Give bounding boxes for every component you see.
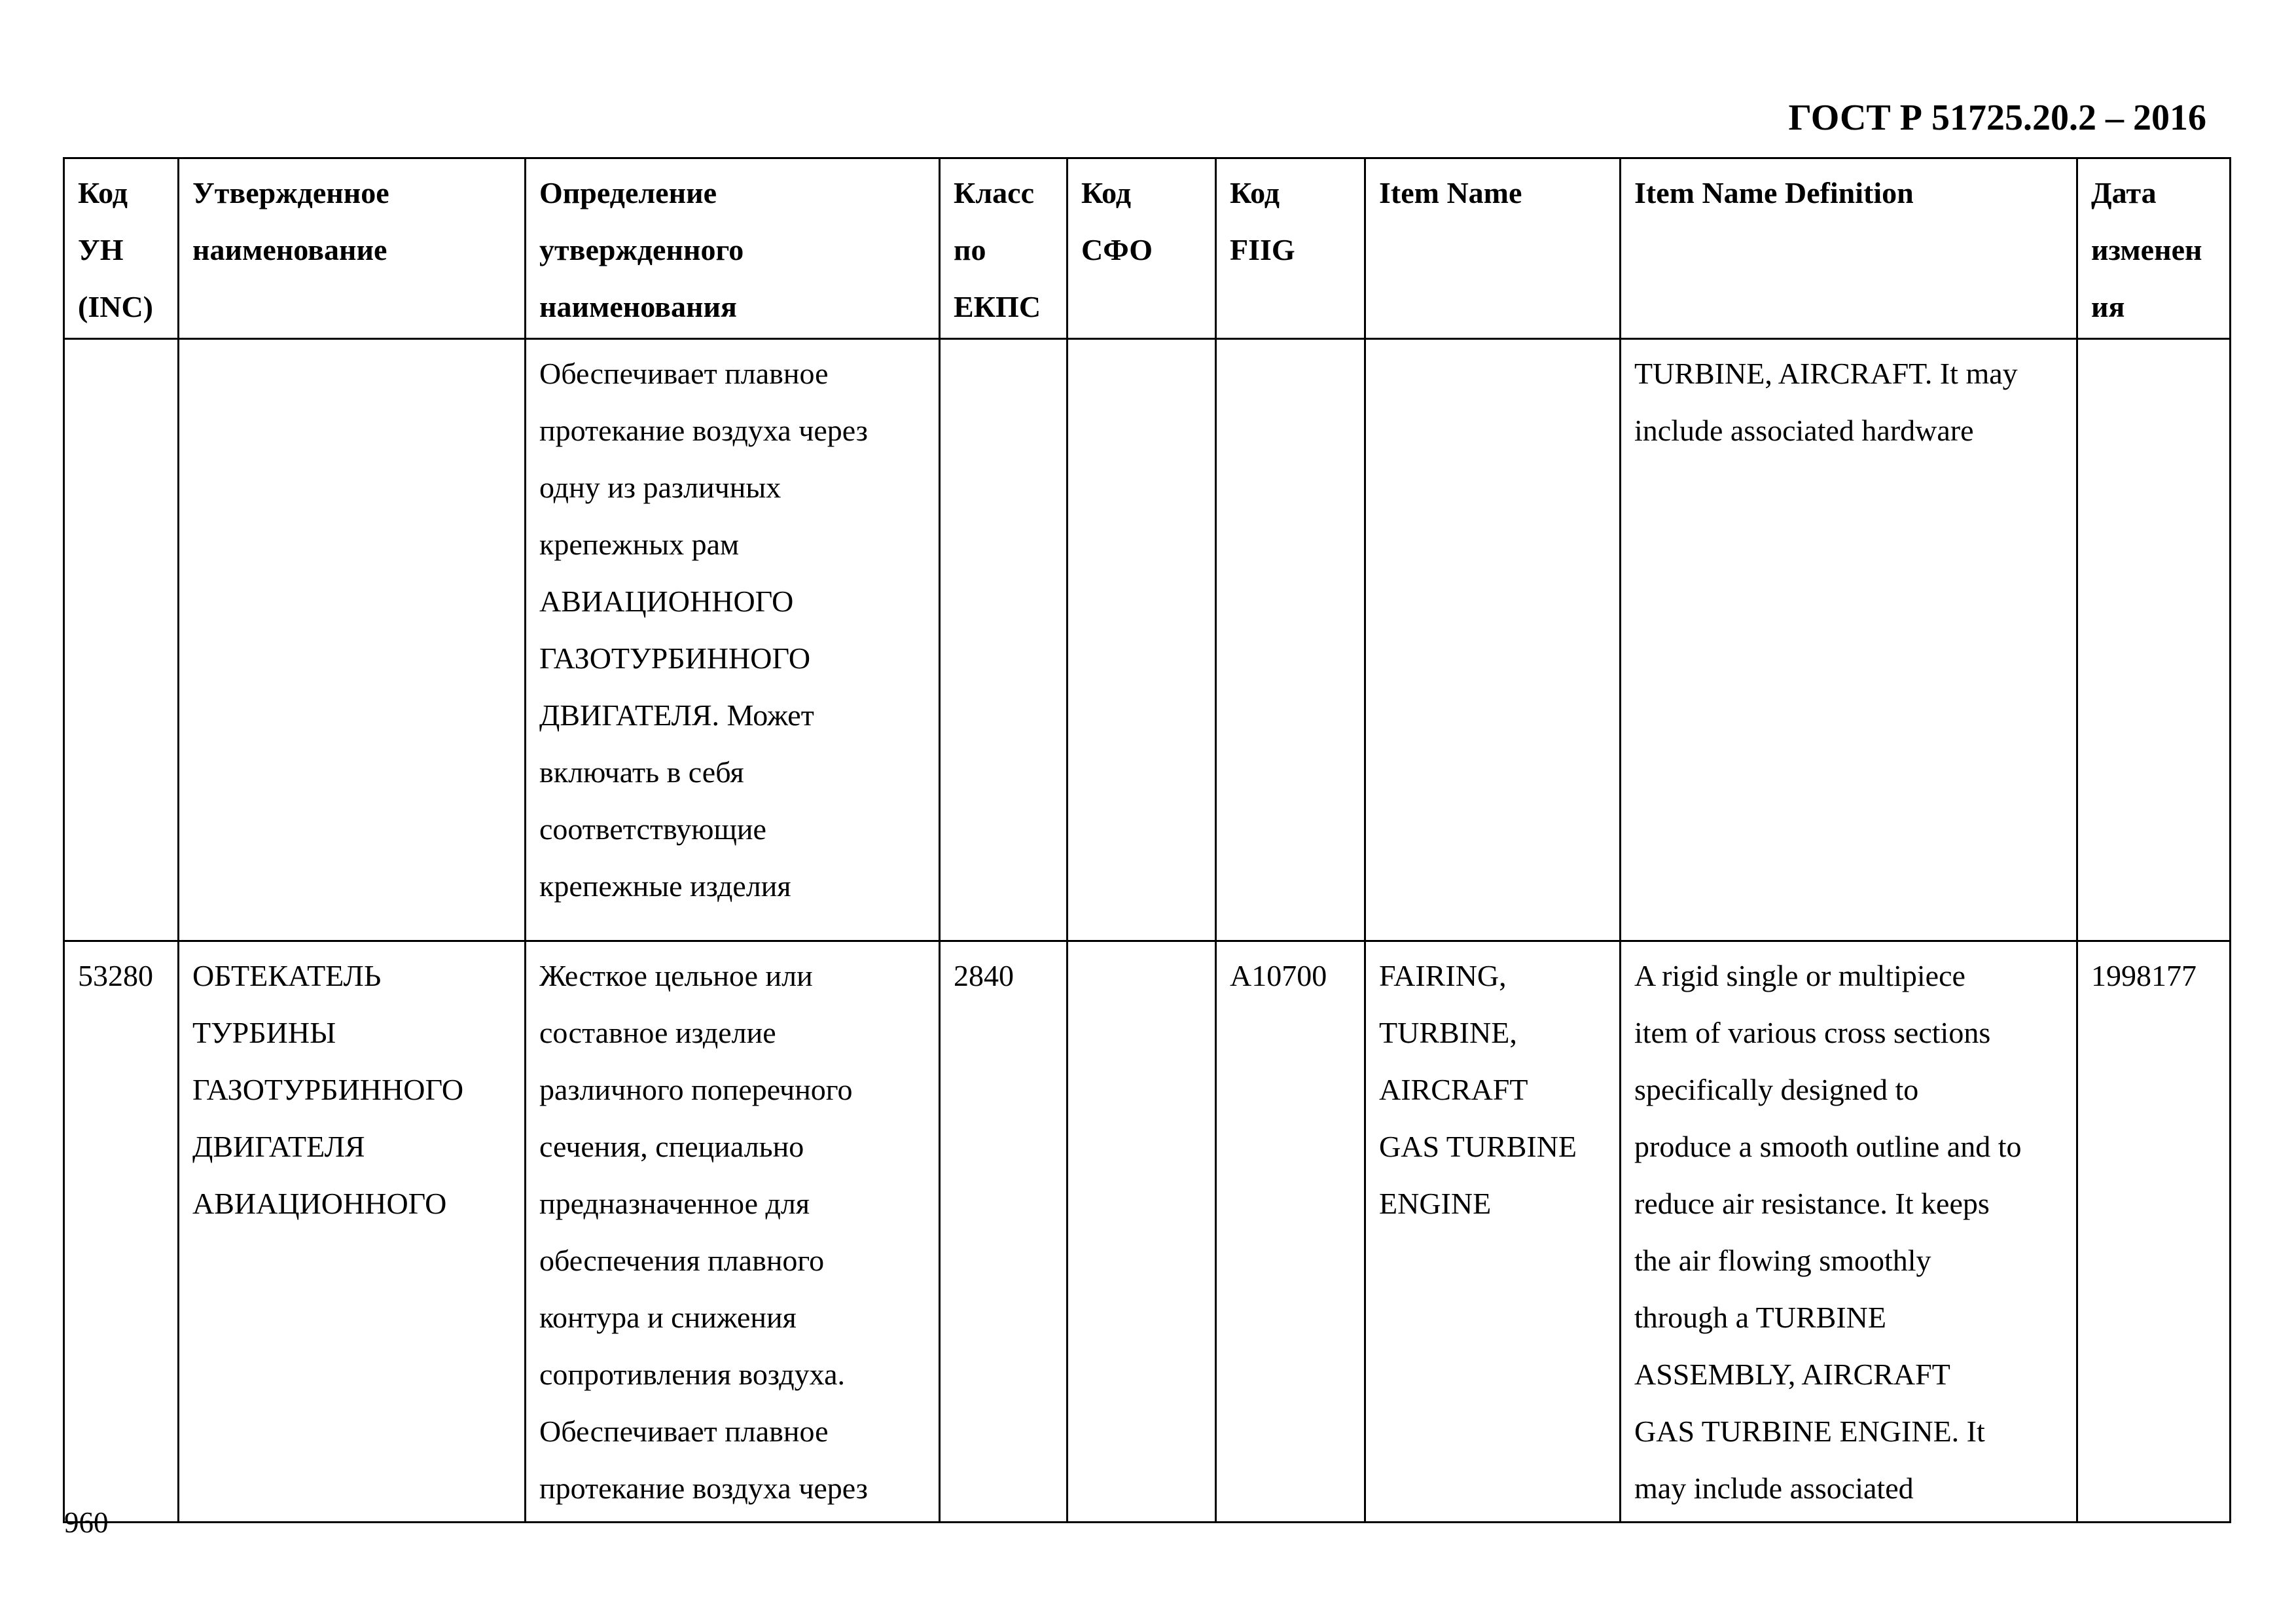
cell-inc: 53280 — [64, 941, 179, 1523]
column-header-item-name-definition: Item Name Definition — [1621, 158, 2077, 339]
page-number: 960 — [64, 1506, 109, 1539]
cell-approved-name: ОБТЕКАТЕЛЬ ТУРБИНЫ ГАЗОТУРБИННОГО ДВИГАТЕЛЯ АВИАЦИОННОГО — [179, 941, 526, 1523]
cell-change-date: 1998177 — [2077, 941, 2231, 1523]
cell-sfo-code — [1067, 339, 1216, 941]
column-header-ekps-class: Класс по ЕКПС — [940, 158, 1067, 339]
column-header-approved-name: Утвержденное наименование — [179, 158, 526, 339]
cell-item-name: FAIRING, TURBINE, AIRCRAFT GAS TURBINE ENGINE — [1365, 941, 1621, 1523]
column-header-fiig-code: Код FIIG — [1216, 158, 1365, 339]
cell-item-name-definition: TURBINE, AIRCRAFT. It may include associated hardware — [1621, 339, 2077, 941]
cell-change-date — [2077, 339, 2231, 941]
table-row — [64, 339, 2231, 941]
cell-ekps-class: 2840 — [940, 941, 1067, 1523]
cell-ekps-class — [940, 339, 1067, 941]
cell-definition: Обеспечивает плавное протекание воздуха через одну из различных крепежных рам АВИАЦИОННОГО ГАЗОТУРБИННОГО ДВИГАТЕЛЯ. Может включать в себя соответствующие крепежные изделия — [526, 339, 940, 941]
cell-sfo-code — [1067, 941, 1216, 1523]
cell-approved-name — [179, 339, 526, 941]
column-header-change-date: Дата изменен ия — [2077, 158, 2231, 339]
cell-item-name — [1365, 339, 1621, 941]
cell-definition: Жесткое цельное или составное изделие различного поперечного сечения, специально предназначенное для обеспечения плавного контура и снижения сопротивления воздуха. Обеспечивает плавное протекание воздуха через — [526, 941, 940, 1523]
column-header-item-name: Item Name — [1365, 158, 1621, 339]
cell-item-name-definition: A rigid single or multipiece item of various cross sections specifically designed to produce a smooth outline and to reduce air resistance. It keeps the air flowing smoothly through a TURBINE ASSEMBLY, AIRCRAFT GAS TURBINE ENGINE. It may include associated — [1621, 941, 2077, 1523]
column-header-definition: Определение утвержденного наименования — [526, 158, 940, 339]
table-header-row — [64, 158, 2231, 339]
column-header-inc: Код УН (INC) — [64, 158, 179, 339]
document-standard-header: ГОСТ Р 51725.20.2 – 2016 — [1788, 98, 2206, 138]
column-header-sfo-code: Код СФО — [1067, 158, 1216, 339]
cell-fiig-code: A10700 — [1216, 941, 1365, 1523]
cell-fiig-code — [1216, 339, 1365, 941]
table-row — [64, 941, 2231, 1523]
cell-inc — [64, 339, 179, 941]
catalog-table — [63, 157, 2231, 1523]
